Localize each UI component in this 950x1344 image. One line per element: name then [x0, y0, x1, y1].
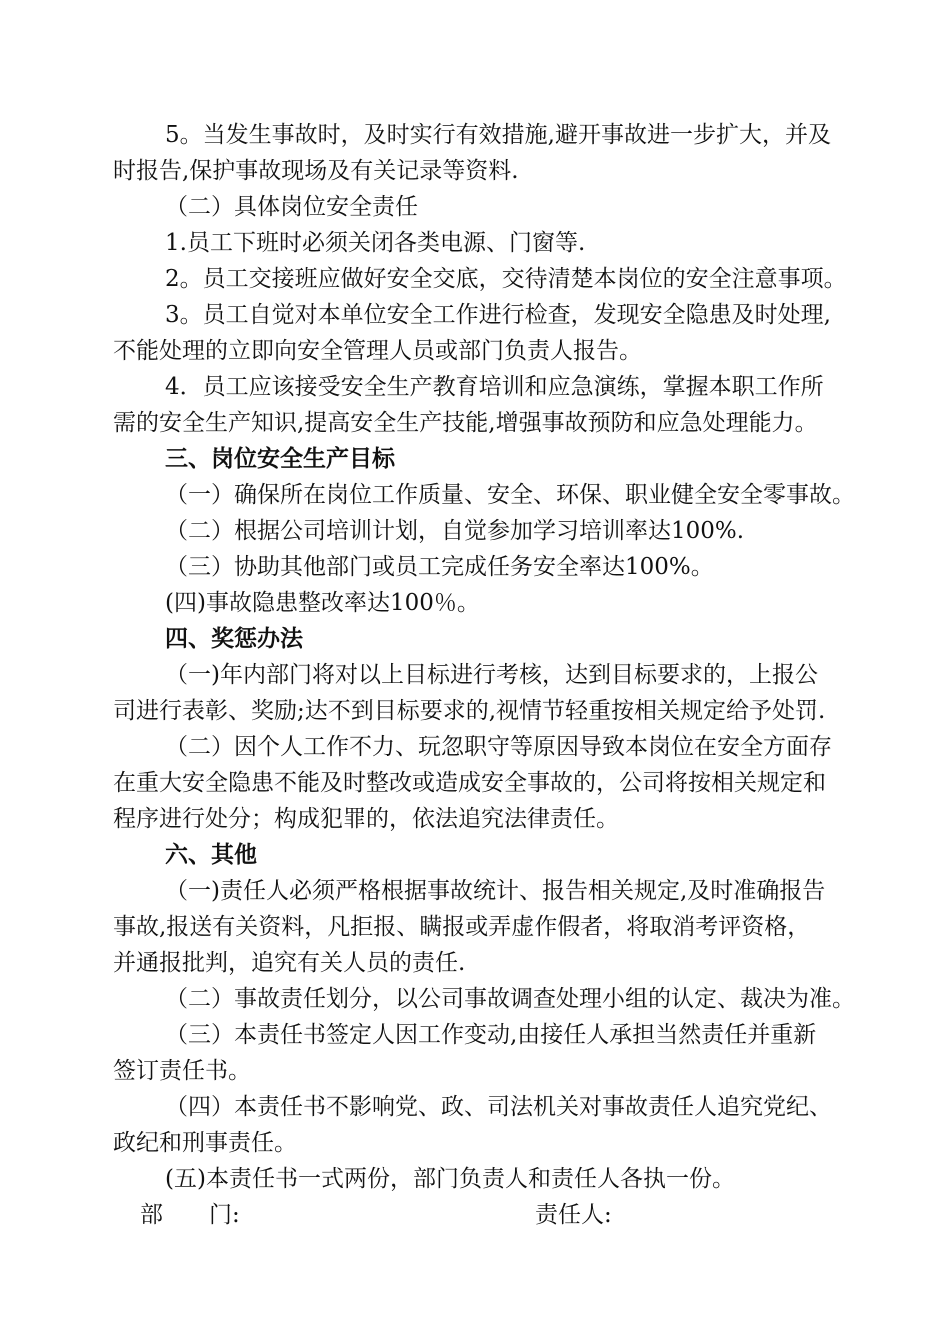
paragraph-line: （一）确保所在岗位工作质量、安全、环保、职业健全安全零事故。 — [165, 482, 855, 508]
section-heading: 三、岗位安全生产目标 — [165, 445, 395, 472]
responsible-signature-label: 责任人: — [535, 1202, 612, 1228]
paragraph-line: （二）因个人工作不力、玩忽职守等原因导致本岗位在安全方面存 — [165, 734, 832, 760]
paragraph-line: 程序进行处分；构成犯罪的，依法追究法律责任。 — [113, 806, 619, 832]
paragraph-line: (四)事故隐患整改率达100％。 — [165, 590, 480, 616]
paragraph-line: （三）协助其他部门或员工完成任务安全率达100%。 — [165, 554, 714, 580]
paragraph-line: 3。员工自觉对本单位安全工作进行检查，发现安全隐患及时处理, — [165, 302, 831, 328]
section-subtitle: （二）具体岗位安全责任 — [165, 194, 418, 220]
paragraph-line: 不能处理的立即向安全管理人员或部门负责人报告。 — [113, 338, 642, 364]
paragraph-line: 时报告,保护事故现场及有关记录等资料. — [113, 158, 519, 184]
paragraph-line: (五)本责任书一式两份，部门负责人和责任人各执一份。 — [165, 1166, 735, 1192]
paragraph-line: 签订责任书。 — [113, 1058, 251, 1084]
section-heading: 六、其他 — [165, 841, 257, 868]
paragraph-line: 在重大安全隐患不能及时整改或造成安全事故的，公司将按相关规定和 — [113, 770, 826, 796]
paragraph-line: （二）事故责任划分，以公司事故调查处理小组的认定、裁决为准。 — [165, 986, 855, 1012]
paragraph-line: 事故,报送有关资料，凡拒报、瞒报或弄虚作假者，将取消考评资格， — [113, 914, 811, 940]
department-signature-label: 部 门: — [140, 1202, 240, 1228]
paragraph-line: （一)年内部门将对以上目标进行考核，达到目标要求的，上报公 — [165, 662, 818, 688]
paragraph-line: 并通报批判，追究有关人员的责任. — [113, 950, 466, 976]
paragraph-line: （四）本责任书不影响党、政、司法机关对事故责任人追究党纪、 — [165, 1094, 832, 1120]
paragraph-line: （三）本责任书签定人因工作变动,由接任人承担当然责任并重新 — [165, 1022, 817, 1048]
paragraph-line: 5。当发生事故时，及时实行有效措施,避开事故进一步扩大，并及 — [165, 122, 831, 148]
paragraph-line: （一)责任人必须严格根据事故统计、报告相关规定,及时准确报告 — [165, 878, 826, 904]
paragraph-line: 需的安全生产知识,提高安全生产技能,增强事故预防和应急处理能力。 — [113, 410, 818, 436]
paragraph-line: （二）根据公司培训计划，自觉参加学习培训率达100%. — [165, 518, 745, 544]
paragraph-line: 2。员工交接班应做好安全交底，交待清楚本岗位的安全注意事项。 — [165, 266, 847, 292]
paragraph-line: 政纪和刑事责任。 — [113, 1130, 297, 1156]
paragraph-line: 1.员工下班时必须关闭各类电源、门窗等. — [165, 230, 586, 256]
section-heading: 四、奖惩办法 — [165, 625, 303, 652]
paragraph-line: 司进行表彰、奖励;达不到目标要求的,视情节轻重按相关规定给予处罚. — [113, 698, 826, 724]
paragraph-line: 4．员工应该接受安全生产教育培训和应急演练，掌握本职工作所 — [165, 374, 824, 400]
